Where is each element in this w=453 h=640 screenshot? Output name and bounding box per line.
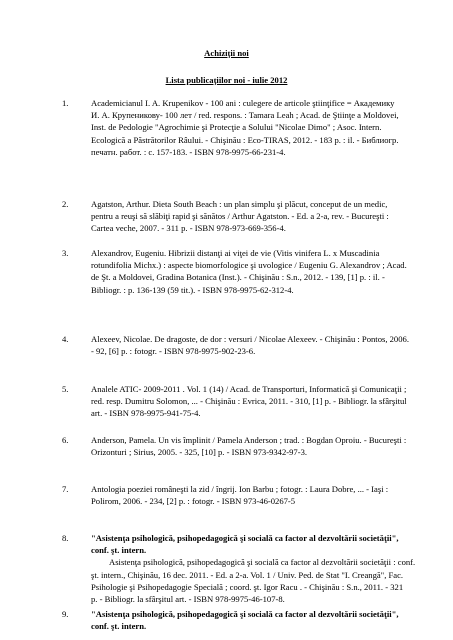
entry-text-line: conf. şt. intern. (91, 621, 147, 632)
document-title: Achiziţii noi (204, 48, 249, 58)
entry-text-line: "Asistenţa psihologică, psihopedagogică şi socială ca factor al dezvoltării societăţii", (91, 609, 399, 619)
entry-text-line: rotundifolia Michx.) : aspecte biomorfologice şi uvologice / Eugeniu G. Alexandrov ; Acad. (91, 260, 407, 271)
entry-text-line: Alexeev, Nicolae. De dragoste, de dor : versuri / Nicolae Alexeev. - Chişinău : Pontos, 2006. (91, 334, 409, 344)
entry-text-line: red. resp. Dumitru Solomon, ... - Chişinău : Evrica, 2011. - 310, [1] p. - Bibliogr. la sfârşitul (91, 396, 407, 407)
entry-text-line: Polirom, 2006. - 234, [2] p. : fotogr. - ISBN 973-46-0267-5 (91, 496, 296, 507)
entry-text-line: печатн. работ. : c. 157-183. - ISBN 978-9975-66-231-4. (91, 146, 286, 157)
entry-text-line: Academicianul I. A. Krupenikov - 100 ani : culegere de articole ştiinţifice = Академику (91, 98, 395, 108)
entry-text-line: Ecologică a Păstrătorilor Râului. - Chişinău : Eco-TIRAS, 2012. - 183 p. : il. - Библиогр. (91, 134, 399, 145)
entry-text-line: Orizonturi ; Sirius, 2005. - 325, [10] p. - ISBN 973-9342-97-3. (91, 447, 308, 458)
entry-text-line: conf. şt. intern. (91, 545, 147, 556)
entry-number: 3. (62, 248, 69, 258)
entry-text-line: şt. intern., Chişinău, 16 dec. 2011. - Ed. a 2-a. Vol. 1 / Univ. Ped. de Stat "I. Creangă", Fac. (91, 569, 404, 580)
entry-text-line: Agatston, Arthur. Dieta South Beach : un plan simplu şi plăcut, conceput de un medic, (91, 199, 388, 209)
entry-text-line: Inst. de Pedologie "Agrochimie şi Protecţie a Solului "Nicolae Dimo" ; Asoc. Intern. (91, 122, 382, 133)
entry-text-line: Analele ATIC- 2009-2011 . Vol. 1 (14) / Acad. de Transporturi, Informatică şi Comunicaţii ; (91, 384, 407, 394)
entry-text-line: Asistenţa psihologică, psihopedagogică şi socială ca factor al dezvoltării societăţii : conf. (109, 557, 416, 568)
entry-text-line: И. А. Крупеникову- 100 лет / red. respons. : Tamara Leah ; Acad. de Ştiinţe a Moldovei, (91, 110, 399, 121)
entry-number: 6. (62, 435, 69, 445)
entry-text-line: pentru a reuşi să slăbiţi rapid şi sănătos / Arthur Agatston. - Ed. a 2-a, rev. - Bucureşti : (91, 211, 389, 222)
entry-number: 5. (62, 384, 69, 394)
entry-text-line: Alexandrov, Eugeniu. Hibrizii distanţi ai viţei de vie (Vitis vinifera L. x Muscadinia (91, 248, 380, 258)
entry-number: 4. (62, 334, 69, 344)
entry-number: 7. (62, 484, 69, 494)
entry-text-line: Anderson, Pamela. Un vis împlinit / Pamela Anderson ; trad. : Bogdan Oproiu. - Bucureşti : (91, 435, 407, 445)
entry-text-line: Antologia poeziei româneşti la zid / îngrij. Ion Barbu ; fotogr. : Laura Dobre, ... - Iaşi : (91, 484, 389, 494)
entry-text-line: art. - ISBN 978-9975-941-75-4. (91, 408, 201, 419)
entry-text-line: Bibliogr. : p. 136-139 (59 tit.). - ISBN 978-9975-62-312-4. (91, 284, 294, 295)
entry-text-line: Psihologie şi Psihopedagogie Specială ; coord. şt. Igor Racu . - Chişinău : S.n., 2011. - 321 (91, 581, 404, 592)
entry-text-line: p. - Bibliogr. la sfârşitul art. - ISBN 978-9975-46-107-8. (91, 594, 285, 604)
entry-number: 1. (62, 98, 69, 108)
entry-number: 9. (62, 609, 69, 619)
entry-number: 8. (62, 533, 69, 543)
entry-text-line: - 92, [6] p. : fotogr. - ISBN 978-9975-902-23-6. (91, 346, 256, 357)
document-subtitle: Lista publicaţiilor noi - iulie 2012 (165, 75, 288, 85)
entry-text-line: "Asistenţa psihologică, psihopedagogică şi socială ca factor al dezvoltării societăţii", (91, 533, 399, 543)
entry-text-line: Cartea veche, 2007. - 311 p. - ISBN 978-973-669-356-4. (91, 223, 286, 234)
entry-text-line: de Şt. a Moldovei, Gradina Botanica (Inst.). - Chişinău : S.n., 2012. - 139, [1] p. : il. - (91, 272, 385, 283)
entry-number: 2. (62, 199, 69, 209)
